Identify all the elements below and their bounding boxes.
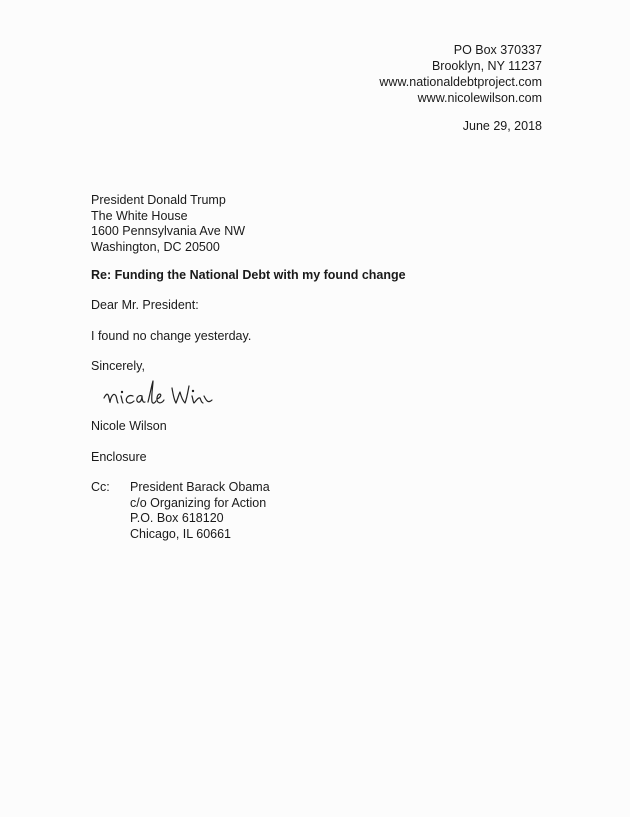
cc-label: Cc: (91, 480, 110, 494)
recipient-city: Washington, DC 20500 (91, 239, 220, 254)
sender-po-box: PO Box 370337 (453, 43, 542, 57)
cc-org: c/o Organizing for Action (130, 495, 267, 510)
recipient-name: President Donald Trump (91, 193, 226, 207)
handwritten-signature (100, 376, 250, 416)
cc-name: President Barack Obama (130, 480, 270, 494)
sender-website-2: www.nicolewilson.com (417, 91, 542, 105)
closing: Sincerely, (91, 359, 145, 373)
letter-body: I found no change yesterday. (91, 329, 252, 343)
cc-po-box: P.O. Box 618120 (130, 511, 224, 525)
recipient-street: 1600 Pennsylvania Ave NW (91, 224, 246, 238)
cc-address (130, 480, 270, 542)
salutation: Dear Mr. President: (91, 298, 199, 312)
enclosure-note: Enclosure (91, 450, 147, 464)
letter-date: June 29, 2018 (462, 119, 542, 133)
sender-address (379, 42, 542, 106)
subject-line: Re: Funding the National Debt with my found change (91, 268, 406, 282)
recipient-address (91, 193, 245, 255)
sender-website-1: www.nationaldebtproject.com (379, 75, 542, 89)
recipient-org: The White House (91, 208, 188, 223)
sender-city: Brooklyn, NY 11237 (431, 59, 542, 73)
cc-city: Chicago, IL 60661 (130, 526, 232, 541)
signer-name: Nicole Wilson (91, 419, 167, 433)
